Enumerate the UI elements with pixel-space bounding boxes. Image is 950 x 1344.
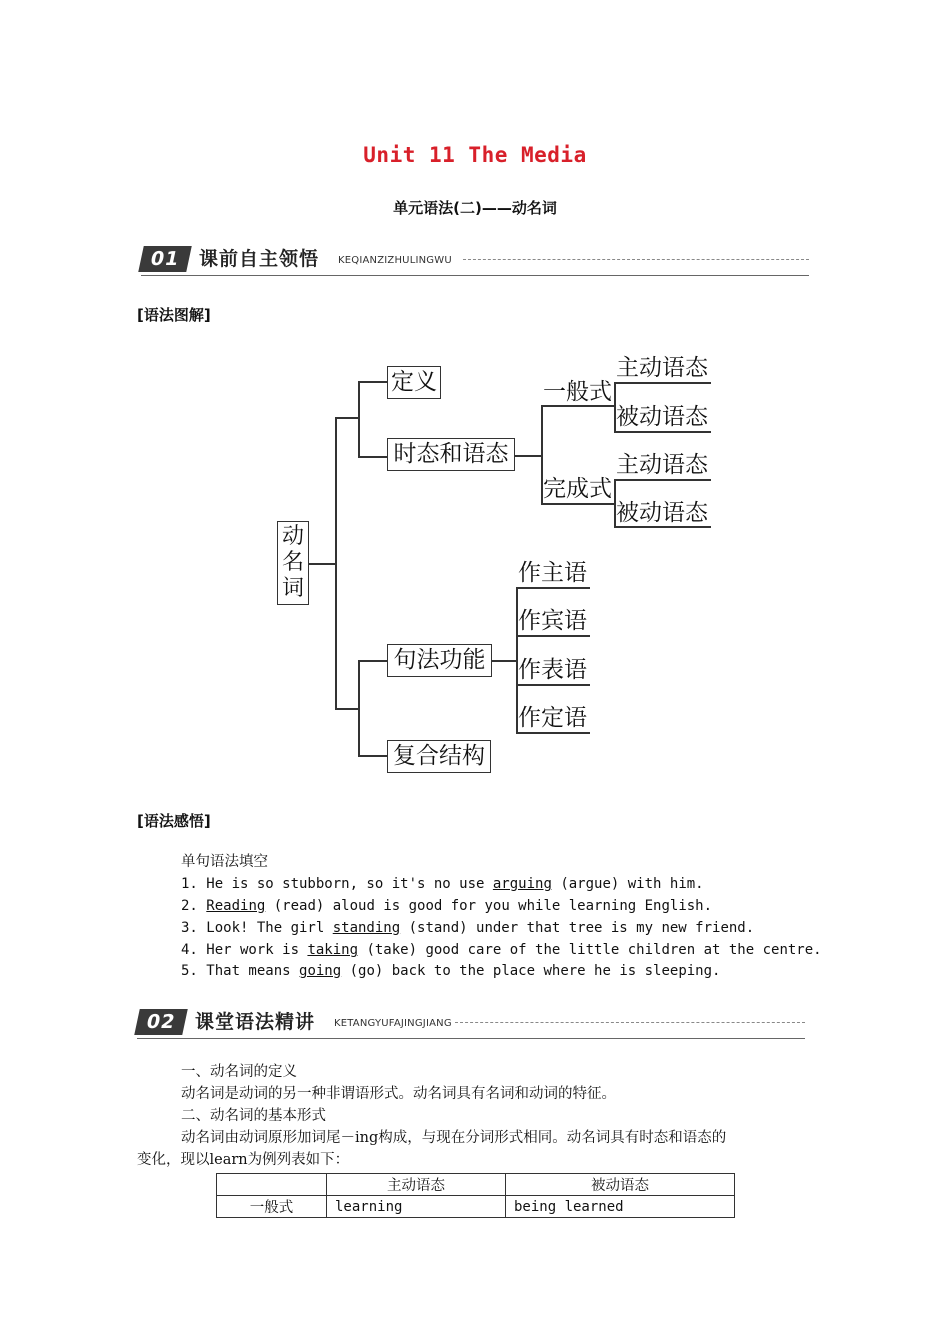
root-char: 名 [281,550,304,575]
document-subtitle: 单元语法(二)——动名词 [393,199,557,217]
diagram-node-definition: 定义 [387,366,441,399]
connector [358,660,387,662]
exercise-text: (take) good care of the little children at the centre. [358,942,822,958]
table-row [217,1196,735,1218]
section-banner-1 [141,246,809,276]
gerund-forms-table [216,1173,735,1218]
exercise-text: (argue) with him. [551,876,704,892]
diagram-node-as-attribute: 作定语 [518,705,587,731]
lecture-paragraph-1: 动名词是动词的另一种非谓语形式。动名词具有名词和动词的特征。 [181,1086,616,1102]
connector [358,755,387,757]
connector [492,660,517,662]
section-number-badge: 02 [134,1009,188,1035]
exercise-answer: arguing [492,876,552,892]
diagram-node-active-perfect: 主动语态 [616,452,708,478]
section-dashed-divider [463,259,809,260]
exercise-text: 2. [181,898,207,914]
exercise-heading: 单句语法填空 [181,854,268,870]
diagram-node-compound-structure: 复合结构 [387,740,491,773]
root-char: 词 [281,576,304,601]
connector [515,455,542,457]
diagram-node-syntax-function: 句法功能 [387,644,492,677]
root-char: 动 [281,524,304,549]
exercise-answer: taking [307,942,359,958]
diagram-node-tense-voice: 时态和语态 [387,438,515,471]
grammar-diagram-label: [语法图解] [137,306,211,324]
lecture-heading-1: 一、动名词的定义 [181,1064,297,1080]
node-underline [516,684,590,686]
diagram-node-as-subject: 作主语 [518,560,587,586]
exercise-item [181,918,754,940]
document-title: Unit 11 The Media [363,143,587,167]
connector [358,456,387,458]
node-underline [516,732,590,734]
diagram-node-active-simple: 主动语态 [616,355,708,381]
table-cell: 一般式 [217,1196,327,1218]
exercise-text: 4. Her work is [181,942,308,958]
diagram-node-passive-simple: 被动语态 [616,404,708,430]
connector [335,417,359,419]
node-underline [614,479,711,481]
lecture-paragraph-2: 动名词由动词原形加词尾－ing构成，与现在分词形式相同。动名词具有时态和语态的 [181,1130,727,1146]
connector [358,381,387,383]
connector [358,660,360,756]
section-title: 课堂语法精讲 [195,1011,316,1033]
node-underline [516,587,590,589]
exercise-text: 3. Look! The girl [181,920,333,936]
diagram-node-passive-perfect: 被动语态 [616,500,708,526]
connector [335,417,337,709]
exercise-text: 1. He is so stubborn, so it's no use [181,876,493,892]
exercise-item [181,896,712,918]
section-pinyin: KETANGYUFAJINGJIANG [334,1018,452,1029]
diagram-node-perfect-form: 完成式 [543,476,612,502]
exercise-answer: standing [332,920,401,936]
section-pinyin: KEQIANZIZHULINGWU [338,255,452,266]
table-header-cell [217,1174,327,1196]
exercise-item [181,961,720,983]
exercise-item [181,874,704,896]
exercise-item [181,940,822,962]
exercise-text: (stand) under that tree is my new friend. [400,920,755,936]
node-underline [541,405,614,407]
node-underline [516,635,590,637]
lecture-heading-2: 二、动名词的基本形式 [181,1108,326,1124]
node-underline [614,526,711,528]
exercise-text: (read) aloud is good for you while learning English. [265,898,713,914]
connector [335,708,359,710]
diagram-node-as-predicative: 作表语 [518,657,587,683]
table-header-cell: 被动语态 [506,1174,735,1196]
exercise-text: 5. That means [181,963,300,979]
node-underline [614,431,711,433]
grammar-feel-label: [语法感悟] [137,812,211,830]
node-underline [614,382,711,384]
section-number-badge: 01 [138,246,192,272]
section-underline [137,1038,805,1039]
exercise-answer: Reading [206,898,266,914]
section-banner-2 [137,1009,805,1039]
diagram-root-box [277,521,309,605]
diagram-node-as-object: 作宾语 [518,608,587,634]
diagram-node-simple-form: 一般式 [543,379,612,405]
section-dashed-divider [455,1022,805,1023]
table-header-cell: 主动语态 [327,1174,506,1196]
section-title: 课前自主领悟 [199,248,320,270]
exercise-answer: going [299,963,342,979]
lecture-paragraph-2-cont: 变化，现以learn为例列表如下： [137,1152,350,1168]
connector [309,563,335,565]
table-cell: being learned [506,1196,735,1218]
exercise-text: (go) back to the place where he is sleeping. [341,963,721,979]
connector [358,381,360,457]
section-underline [141,275,809,276]
node-underline [541,503,614,505]
table-header-row [217,1174,735,1196]
table-cell: learning [327,1196,506,1218]
